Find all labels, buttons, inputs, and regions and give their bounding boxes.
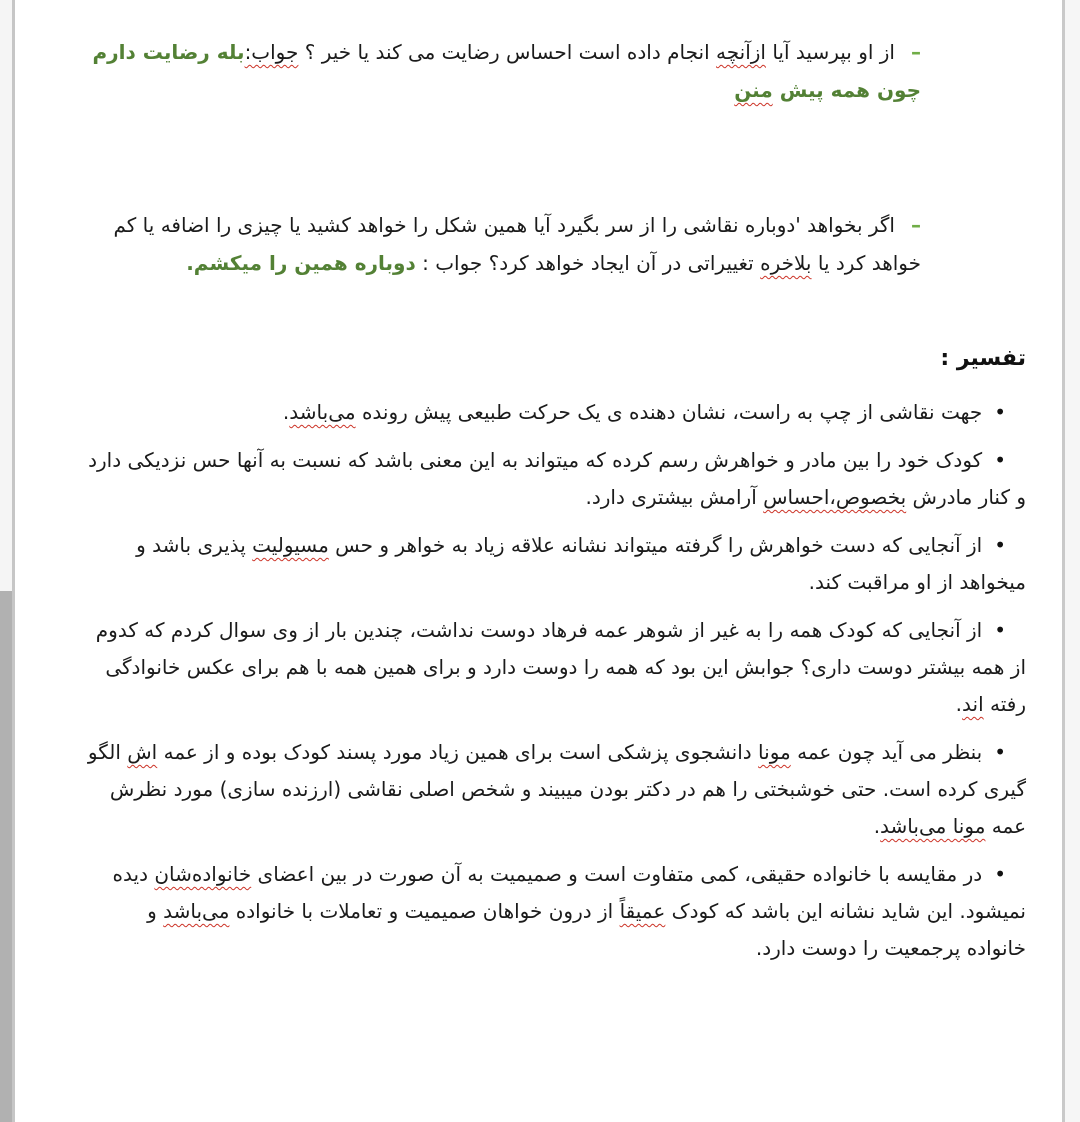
list-item [87,33,1026,109]
text-segment: از آنجایی که کودک همه را به غیر از شوهر عمه فرهاد دوست نداشت، چندین بار از وی سوال کردم که کدوم از همه بیشتر دوست داری؟ جوابش این بود که همه را دوست دارد و برای همین همه با هم برای عکس خانوادگی رفته [95,618,1026,716]
text-segment: دوباره همین را میکشم. [186,251,416,275]
page-left-border [12,0,15,1122]
bullet-marker: • [994,400,1006,424]
dash-list [87,33,1026,282]
bullet-marker: • [994,448,1006,472]
text-segment: بنظر می آید چون عمه [790,740,983,764]
text-segment: . [955,692,963,716]
text-segment: منن [734,78,773,102]
text-segment: انجام داده است احساس رضایت می کند یا خیر ؟ [298,40,716,64]
text-segment: بله رضایت دارم چون همه پیش [92,40,921,102]
text-segment: ازآنچه [716,40,766,64]
list-item [87,442,1026,516]
text-segment: بلاخره [760,251,812,275]
text-segment: اش [127,740,158,764]
bullet-marker: • [994,862,1006,886]
right-margin-area [1065,0,1080,1122]
text-segment: . [282,400,290,424]
text-segment: . [873,814,881,838]
interpretation-heading: تفسیر : [940,346,1026,371]
list-item [87,612,1026,723]
text-segment: در مقایسه با خانواده حقیقی، کمی متفاوت است و صمیمیت به آن صورت در بین اعضای [251,862,983,886]
bullet-marker: • [994,533,1006,557]
list-item [87,394,1026,431]
text-segment: مسیولیت [252,533,329,557]
text-segment: می‌باشد [289,400,356,424]
dash-bullet-marker: – [911,40,921,64]
text-segment: تغییراتی در آن ایجاد خواهد کرد؟ جواب : [415,251,761,275]
dash-bullet-marker: – [911,213,921,237]
text-segment: آرامش بیشتری دارد. [585,485,764,509]
text-segment: پذیری باشد و میخواهد از او مراقبت کند. [136,533,1026,594]
text-segment: کودک خود را بین مادر و خواهرش رسم کرده که میتواند به این معنی باشد که نسبت به آنها حس نزدیکی دارد و کنار مادرش [88,448,1026,509]
scrollbar-thumb[interactable] [0,591,12,1122]
text-segment: از درون خواهان صمیمیت و تعاملات با خانواده [229,899,620,923]
text-segment: مونا [758,740,791,764]
list-item [87,734,1026,845]
text-segment: مونا می‌باشد [880,814,986,838]
text-segment: اند [962,692,984,716]
text-segment: جواب: [244,40,299,64]
document-content [15,0,1062,1122]
bullet-marker: • [994,740,1006,764]
text-segment: بخصوص،احساس [763,485,907,509]
text-segment: از او بپرسید آیا [765,40,895,64]
bullet-list [87,394,1026,967]
text-segment: و خانواده پرجمعیت را دوست دارد. [147,899,1026,960]
text-segment: الگو گیری کرده است. حتی خوشبختی را هم در دکتر بودن میبیند و شخص اصلی نقاشی (ارزنده سازی) مورد نظرش عمه [87,740,1026,838]
text-segment: می‌باشد [163,899,230,923]
text-segment: اگر بخواهد 'دوباره نقاشی را از سر بگیرد آیا همین شکل را خواهد کشید یا چیزی را اضافه یا کم خواهد کرد یا [113,213,921,275]
text-segment: از آنجایی که دست خواهرش را گرفته میتواند نشانه علاقه زیاد به خواهر و حس [328,533,983,557]
bullet-marker: • [994,618,1006,642]
text-segment: دانشجوی پزشکی است برای همین زیاد مورد پسند کودک بوده و از عمه [157,740,759,764]
text-segment: دیده نمیشود. این شاید نشانه این باشد که کودک [112,862,1026,923]
list-item [87,206,1026,282]
list-item [87,856,1026,967]
text-segment: عمیقاً [619,899,666,923]
text-segment: خانواده‌شان [154,862,252,886]
text-segment: جهت نقاشی از چپ به راست، نشان دهنده ی یک حرکت طبیعی پیش رونده [355,400,983,424]
list-item [87,527,1026,601]
